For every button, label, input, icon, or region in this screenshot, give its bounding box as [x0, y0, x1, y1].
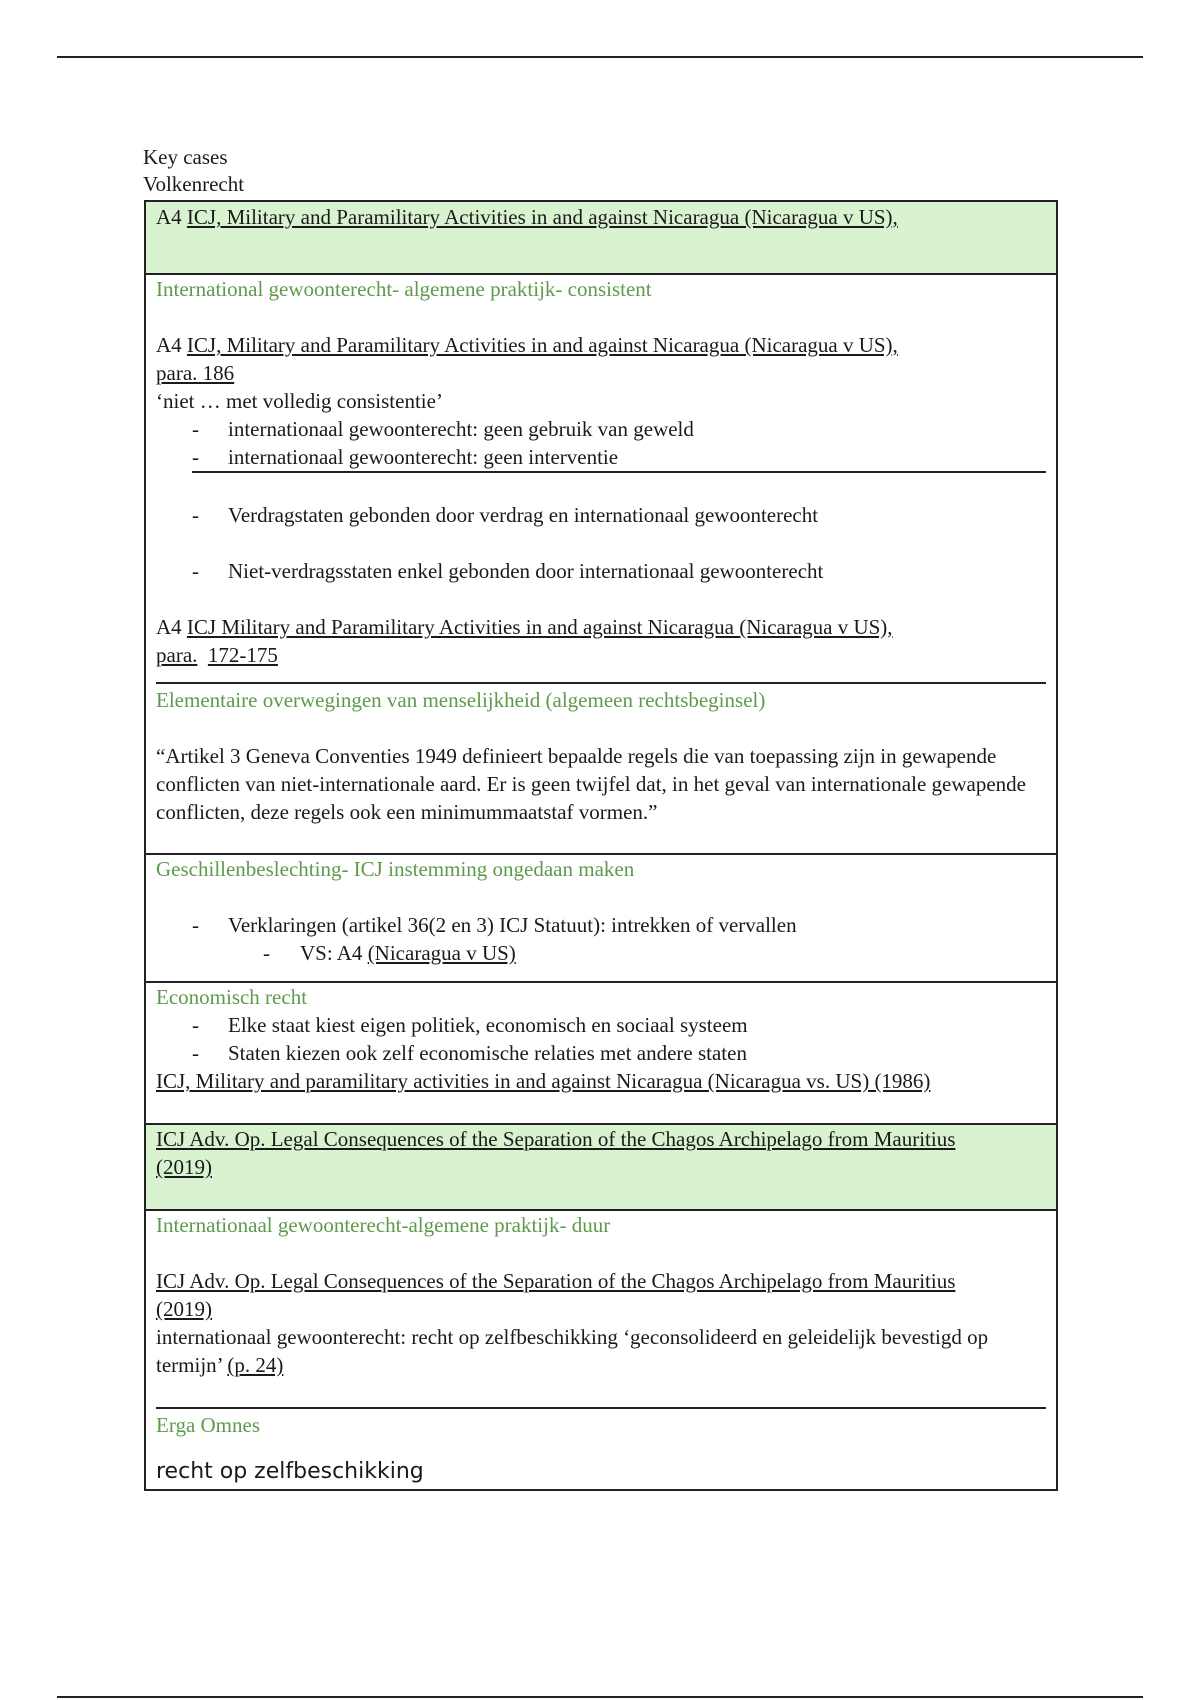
case2-s2-heading: Erga Omnes: [156, 1413, 261, 1437]
case1-s1-quote: ‘niet … met volledig consistentie’: [156, 389, 443, 413]
case1-title-prefix: A4: [156, 205, 187, 229]
case1-s3-sub-link: (Nicaragua v US): [367, 941, 516, 965]
case1-s4-heading: Economisch recht: [156, 985, 308, 1009]
case1-s2-divider: [156, 682, 1046, 684]
case1-s4-bullet-2: - Staten kiezen ook zelf economische relaties met andere staten: [156, 1039, 1046, 1067]
header-key-cases: Key cases: [143, 145, 228, 169]
case1-s4-bullet-1: - Elke staat kiest eigen politiek, economisch en sociaal systeem: [156, 1011, 1046, 1039]
case1-body-row: [145, 274, 1057, 854]
case1-s3-sub-prefix: VS: A4: [300, 941, 368, 965]
case2-body-cell: [145, 1210, 1057, 1490]
case1-s1-ref2-line1: ICJ Military and Paramilitary Activities in and against Nicaragua (Nicaragua v US),: [186, 615, 893, 639]
case2-s2-divider: [156, 1407, 1046, 1409]
case1-s1-ref-prefix: A4: [156, 333, 187, 357]
case1-s3-heading: Geschillenbeslechting- ICJ instemming ongedaan maken: [156, 857, 635, 881]
case2-s1-text-body: internationaal gewoonterecht: recht op zelfbeschikking ‘geconsolideerd en geleidelijk bevestigd op termijn’: [156, 1325, 989, 1377]
case2-title: ICJ Adv. Op. Legal Consequences of the Separation of the Chagos Archipelago from Mauritius (2019): [156, 1127, 956, 1179]
case2-s1-reference: ICJ Adv. Op. Legal Consequences of the Separation of the Chagos Archipelago from Mauritius (2019): [156, 1269, 956, 1321]
case1-s1-reference-2: [156, 613, 1046, 669]
case2-s2-text: recht op zelfbeschikking: [156, 1459, 424, 1484]
case1-s1-bullet-3: - Verdragstaten gebonden door verdrag en internationaal gewoonterecht: [156, 501, 1046, 529]
case1-s1-bullet-1: - internationaal gewoonterecht: geen gebruik van geweld: [156, 415, 1046, 443]
case1-s1-ref-line1: ICJ, Military and Paramilitary Activities in and against Nicaragua (Nicaragua v US),: [186, 333, 898, 357]
top-rule: [57, 56, 1143, 58]
case1-s3-cell: [145, 854, 1057, 982]
case1-s1-ref2-range: 172-175: [207, 643, 278, 667]
case1-s3-row: [145, 854, 1057, 982]
case2-s1-heading: Internationaal gewoonterecht-algemene praktijk- duur: [156, 1213, 611, 1237]
case1-title-cell: [145, 201, 1057, 274]
case1-s1-ref2-para: para.: [156, 643, 198, 667]
case2-body-row: [145, 1210, 1057, 1490]
case1-s3-subbullet: [156, 939, 1046, 967]
case1-s2-quote: “Artikel 3 Geneva Conventies 1949 definieert bepaalde regels die van toepassing zijn in gewapende conflicten van niet-internationale aard. Er is geen twijfel dat, in het geval van internationale gewapende conflicten, deze regels ook een minimummaatstaf vormen.”: [156, 744, 1026, 824]
case1-s1-ref2-prefix: A4: [156, 615, 187, 639]
case1-s1-ref-line2: para. 186: [156, 361, 235, 385]
case1-s4-cell: [145, 982, 1057, 1124]
case2-title-row: [145, 1124, 1057, 1210]
key-cases-table: [144, 200, 1058, 1491]
case1-title-row: [145, 201, 1057, 274]
case1-s3-bullet: - Verklaringen (artikel 36(2 en 3) ICJ Statuut): intrekken of vervallen: [156, 911, 1046, 939]
case2-s1-text: [156, 1323, 1046, 1379]
case1-s1-bullet-4: - Niet-verdragsstaten enkel gebonden door internationaal gewoonterecht: [156, 557, 1046, 585]
case1-s2-heading: Elementaire overwegingen van menselijkheid (algemeen rechtsbeginsel): [156, 688, 766, 712]
case1-s4-reference: ICJ, Military and paramilitary activities in and against Nicaragua (Nicaragua vs. US) (1986): [156, 1069, 931, 1093]
case2-s1-page-ref: (p. 24): [227, 1353, 284, 1377]
case1-s1-bullet-2: - internationaal gewoonterecht: geen interventie: [156, 443, 1046, 471]
case2-title-cell: [145, 1124, 1057, 1210]
document-header: [143, 144, 244, 198]
header-subject: Volkenrecht: [143, 172, 245, 196]
case1-s1-heading: International gewoonterecht- algemene praktijk- consistent: [156, 277, 652, 301]
case1-s1-reference: [156, 331, 1046, 387]
bottom-rule: [57, 1696, 1143, 1698]
case1-body-cell: [145, 274, 1057, 854]
case1-s4-row: [145, 982, 1057, 1124]
case1-title: ICJ, Military and Paramilitary Activities in and against Nicaragua (Nicaragua v US),: [186, 205, 898, 229]
